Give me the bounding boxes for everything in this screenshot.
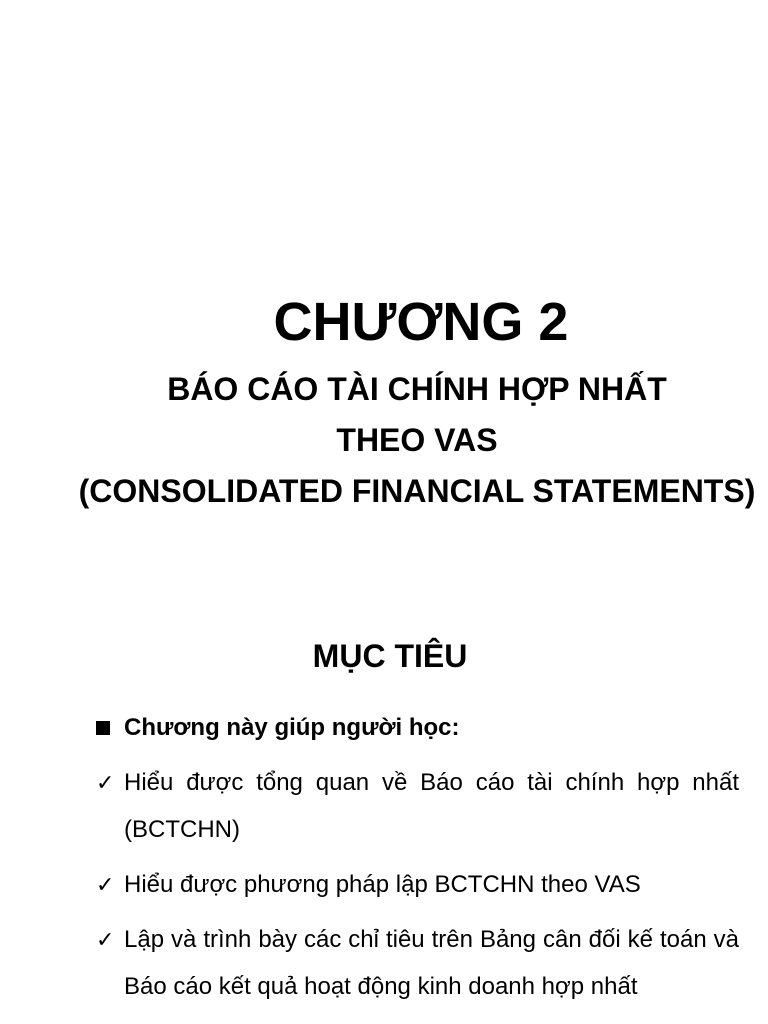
subtitle-line-1: BÁO CÁO TÀI CHÍNH HỢP NHẤT (167, 371, 667, 407)
objective-item-3 (96, 916, 739, 1010)
objectives-intro-text: Chương này giúp người học: (124, 714, 460, 741)
square-bullet-icon (96, 721, 110, 735)
objectives-intro (96, 712, 460, 744)
objective-item-text: Hiểu được tổng quan về Báo cáo tài chính hợp nhất (BCTCHN) (124, 769, 739, 843)
objective-item-text: Lập và trình bày các chỉ tiêu trên Bảng cân đối kế toán và Báo cáo kết quả hoạt động kinh doanh hợp nhất (124, 926, 739, 1000)
objective-item-2 (96, 861, 739, 908)
check-icon: ✓ (96, 872, 115, 897)
check-icon: ✓ (96, 770, 115, 795)
objective-item-1 (96, 759, 739, 853)
subtitle-line-3: (CONSOLIDATED FINANCIAL STATEMENTS) (78, 473, 756, 509)
subtitle-line-2: THEO VAS (336, 422, 498, 458)
check-icon: ✓ (96, 927, 115, 952)
objectives-heading: MỤC TIÊU (312, 638, 468, 674)
chapter-title: CHƯƠNG 2 (273, 292, 569, 352)
objective-item-text: Hiểu được phương pháp lập BCTCHN theo VAS (124, 871, 641, 898)
